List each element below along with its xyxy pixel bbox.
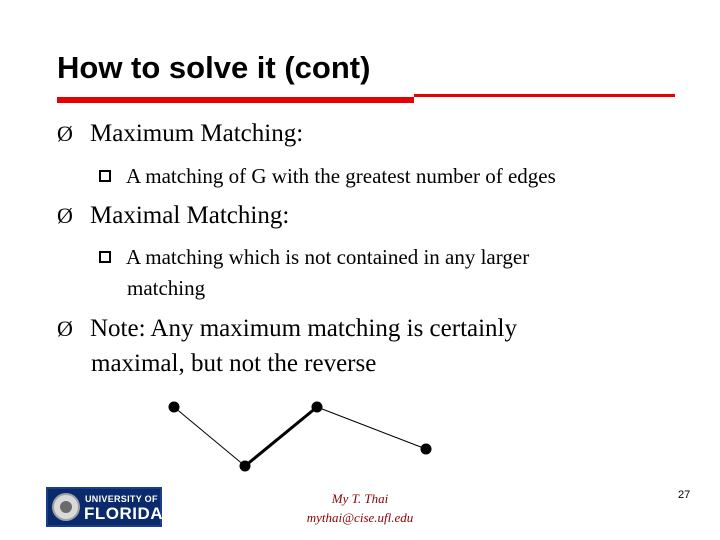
sub-bullet-maximal-definition-continued: matching — [127, 276, 206, 300]
university-of-florida-logo — [46, 487, 162, 527]
graph-node-d — [421, 444, 432, 455]
footer-author: My T. Thai — [331, 491, 389, 506]
graph-node-c — [312, 402, 323, 413]
footer-email: mythai@cise.ufl.edu — [306, 510, 414, 525]
page-number: 27 — [678, 489, 691, 501]
sub-bullet-text: A matching which is not contained in any larger — [126, 245, 530, 269]
slide-title: How to solve it (cont) — [57, 50, 371, 85]
bullet-text: Note: Any maximum matching is certainly — [90, 315, 518, 342]
graph-node-a — [169, 402, 180, 413]
graph-edge-a-b — [174, 407, 245, 466]
arrow-bullet-icon: Ø — [57, 203, 73, 228]
arrow-bullet-icon: Ø — [57, 121, 73, 146]
graph-node-b — [240, 461, 251, 472]
graph-edge-b-c-matched — [245, 407, 317, 466]
university-seal-icon — [52, 493, 80, 521]
arrow-bullet-icon: Ø — [57, 316, 73, 341]
logo-line-2: FLORIDA — [84, 504, 164, 523]
logo-line-1: UNIVERSITY OF — [85, 494, 158, 504]
bullet-text: Maximum Matching: — [90, 120, 304, 147]
sub-bullet-text: A matching of G with the greatest number of edges — [126, 164, 556, 188]
bullet-note-continued: maximal, but not the reverse — [91, 350, 377, 377]
graph-edge-c-d — [317, 407, 426, 449]
bullet-text: Maximal Matching: — [90, 202, 290, 229]
